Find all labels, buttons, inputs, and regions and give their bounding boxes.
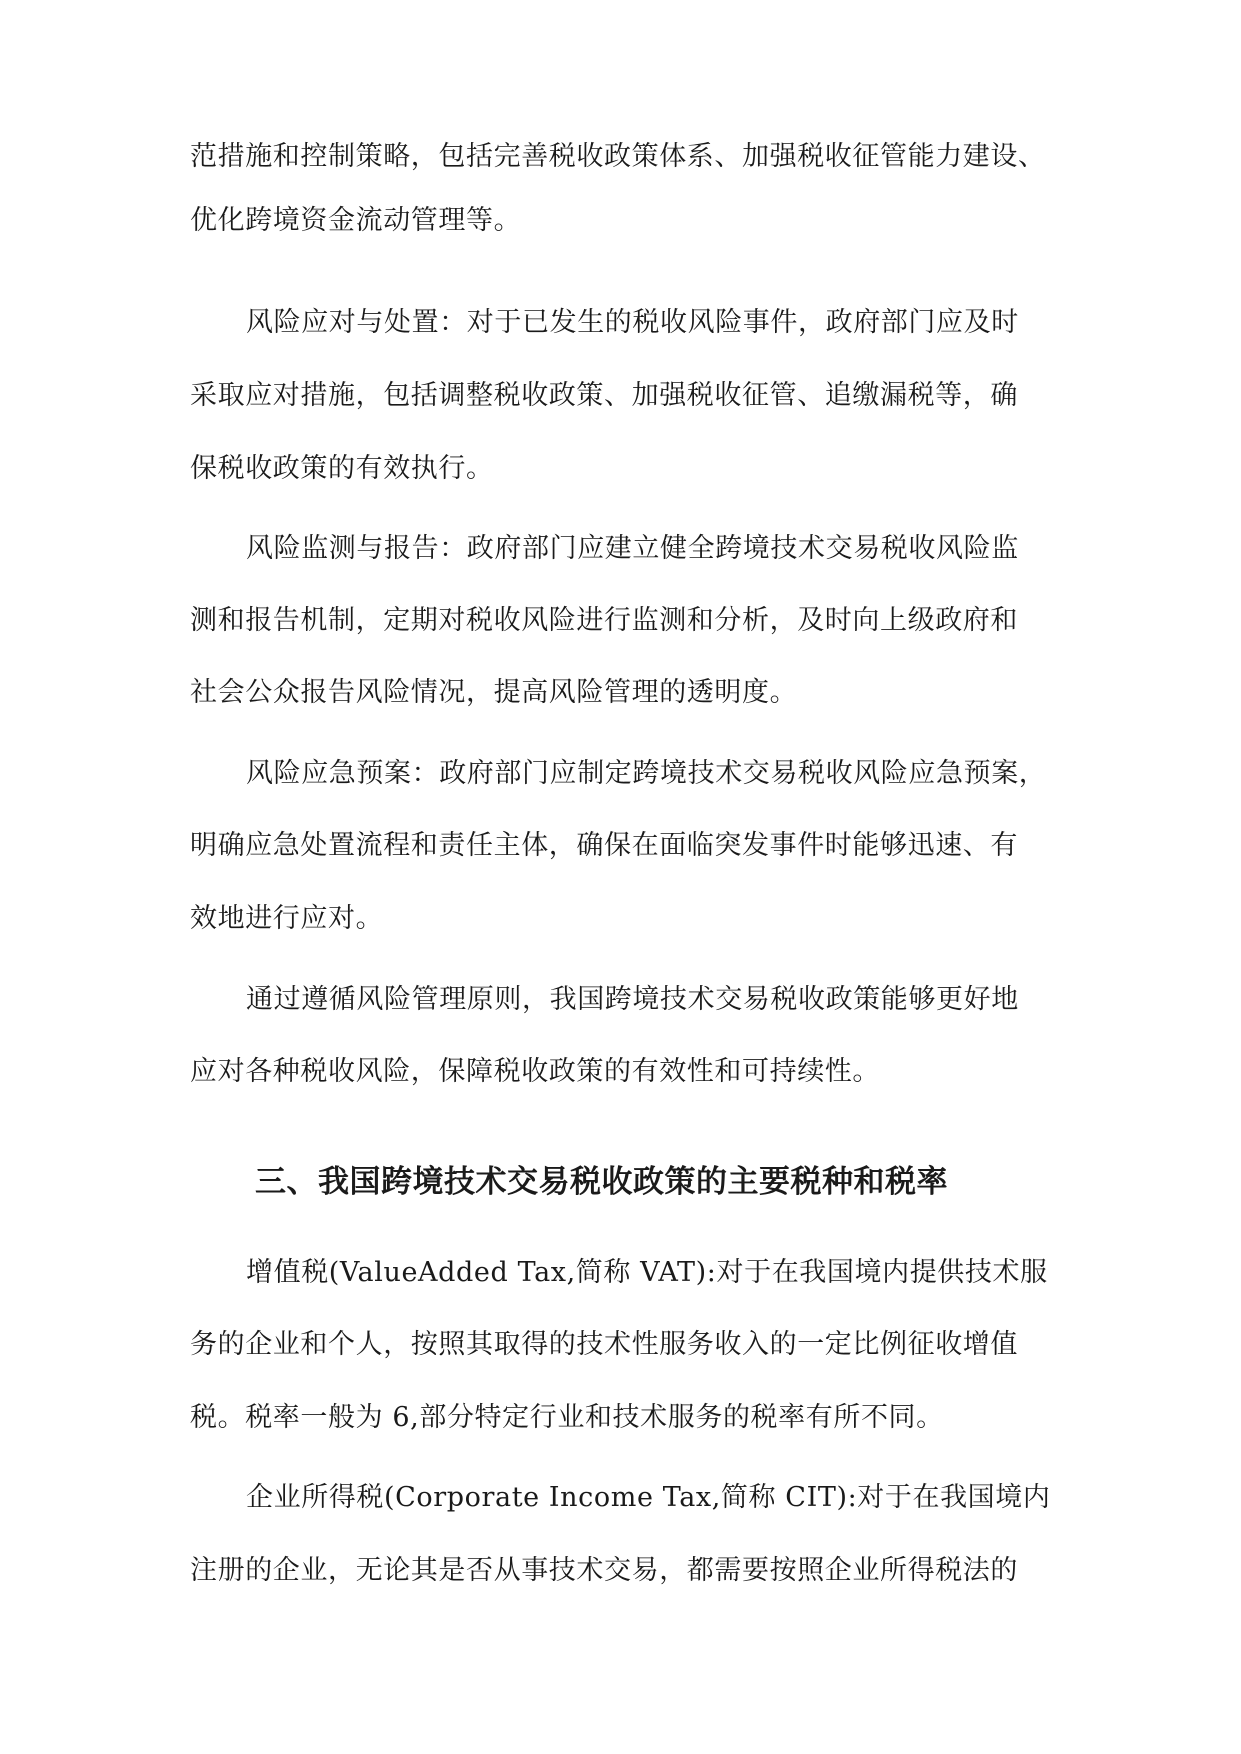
paragraph-line: 风险监测与报告：政府部门应建立健全跨境技术交易税收风险监 xyxy=(246,533,1019,564)
paragraph-line: 测和报告机制，定期对税收风险进行监测和分析，及时向上级政府和 xyxy=(190,605,1018,636)
paragraph-line: 通过遵循风险管理原则，我国跨境技术交易税收政策能够更好地 xyxy=(246,984,1019,1015)
paragraph-line: 采取应对措施，包括调整税收政策、加强税收征管、追缴漏税等，确 xyxy=(190,380,1018,411)
paragraph-line: 社会公众报告风险情况，提高风险管理的透明度。 xyxy=(190,677,798,708)
paragraph-line: 明确应急处置流程和责任主体，确保在面临突发事件时能够迅速、有 xyxy=(190,830,1018,861)
paragraph-line: 务的企业和个人，按照其取得的技术性服务收入的一定比例征收增值 xyxy=(190,1329,1018,1360)
paragraph-line: 企业所得税(Corporate Income Tax,简称 CIT):对于在我国境内 xyxy=(246,1482,1051,1513)
paragraph-line: 效地进行应对。 xyxy=(190,903,384,934)
section-heading: 三、我国跨境技术交易税收政策的主要税种和税率 xyxy=(255,1164,948,1200)
paragraph-line: 保税收政策的有效执行。 xyxy=(190,453,494,484)
paragraph-line: 税。税率一般为 6,部分特定行业和技术服务的税率有所不同。 xyxy=(190,1402,944,1433)
paragraph-line: 应对各种税收风险，保障税收政策的有效性和可持续性。 xyxy=(190,1056,880,1087)
paragraph-line: 增值税(ValueAdded Tax,简称 VAT):对于在我国境内提供技术服 xyxy=(246,1257,1048,1288)
paragraph-line: 优化跨境资金流动管理等。 xyxy=(190,205,522,236)
paragraph-line: 风险应对与处置：对于已发生的税收风险事件，政府部门应及时 xyxy=(246,307,1019,338)
paragraph-line: 范措施和控制策略，包括完善税收政策体系、加强税收征管能力建设、 xyxy=(190,141,1046,172)
paragraph-line: 风险应急预案：政府部门应制定跨境技术交易税收风险应急预案， xyxy=(246,758,1047,789)
paragraph-line: 注册的企业，无论其是否从事技术交易，都需要按照企业所得税法的 xyxy=(190,1555,1018,1586)
